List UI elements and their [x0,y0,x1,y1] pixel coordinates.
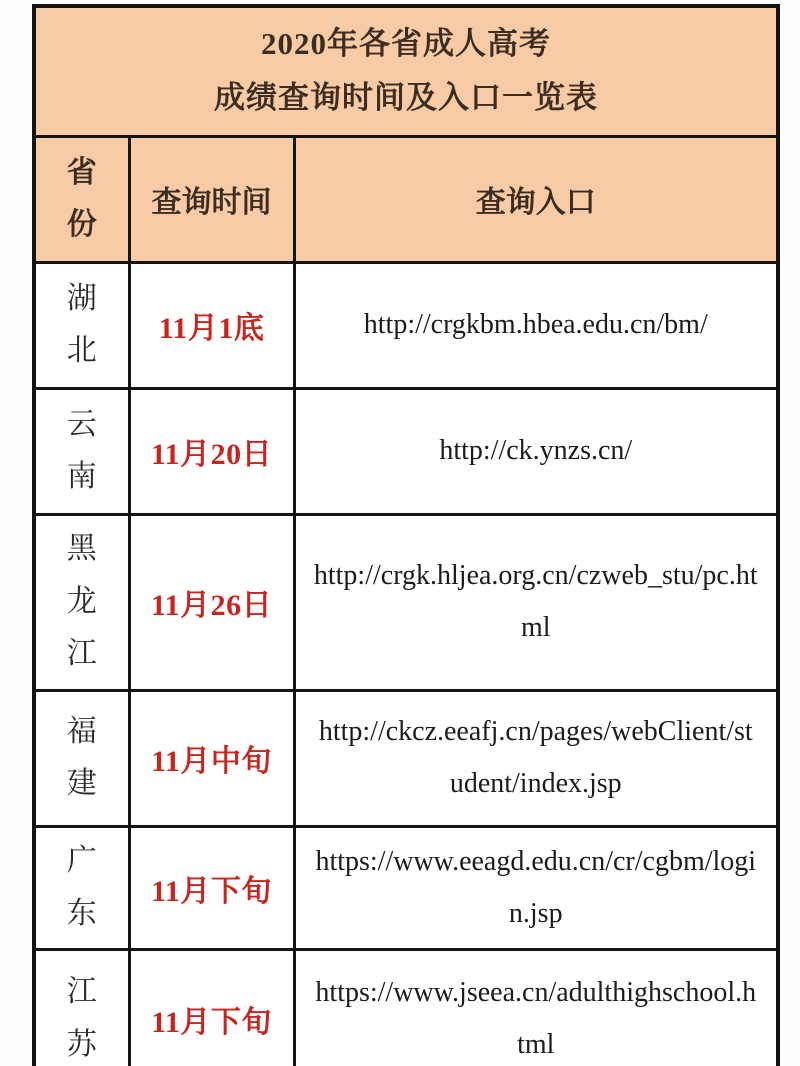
table-title [34,6,778,136]
column-header-entry: 查询入口 [294,136,778,262]
query-time: 11月20日 [129,388,294,514]
column-header-time: 查询时间 [129,136,294,262]
query-url: https://www.jseea.cn/adulthighschool.html [294,949,778,1066]
province-cell [34,388,129,514]
province-name: 黑龙江 [66,532,97,671]
score-query-table [32,4,780,1066]
query-time: 11月下旬 [129,949,294,1066]
province-cell [34,262,129,388]
table-row [34,826,778,949]
province-name: 福建 [66,714,97,800]
title-row [34,6,778,136]
table-row [34,388,778,514]
province-cell [34,514,129,690]
query-url: https://www.eeagd.edu.cn/cr/cgbm/login.jsp [294,826,778,949]
query-url: http://crgk.hljea.org.cn/czweb_stu/pc.html [294,514,778,690]
table-row [34,690,778,826]
query-time: 11月下旬 [129,826,294,949]
province-cell [34,826,129,949]
query-url: http://ck.ynzs.cn/ [294,388,778,514]
table-row [34,949,778,1066]
query-time: 11月26日 [129,514,294,690]
table-title-line1: 2020年各省成人高考 [261,26,551,62]
province-name: 江苏 [66,975,97,1061]
province-cell [34,690,129,826]
province-cell [34,949,129,1066]
table-row [34,262,778,388]
province-name: 湖北 [66,281,97,367]
table-row [34,514,778,690]
query-url: http://crgkbm.hbea.edu.cn/bm/ [294,262,778,388]
query-time: 11月中旬 [129,690,294,826]
table-title-line2: 成绩查询时间及入口一览表 [214,80,598,116]
province-name: 广东 [66,844,97,930]
province-name: 云南 [66,407,97,493]
query-url: http://ckcz.eeafj.cn/pages/webClient/student/index.jsp [294,690,778,826]
query-time: 11月1底 [129,262,294,388]
column-header-province [34,136,129,262]
header-row [34,136,778,262]
column-header-province-label: 省份 [66,155,97,241]
